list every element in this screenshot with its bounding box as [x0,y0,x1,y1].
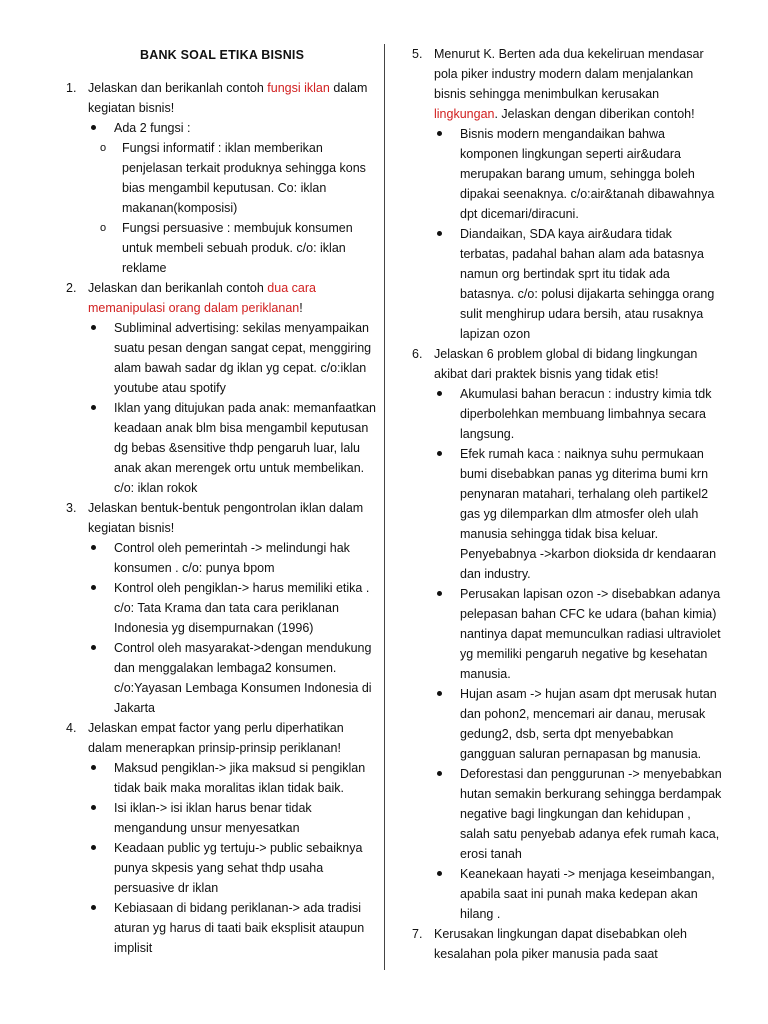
bullet-item: Keadaan public yg tertuju-> public sebaiknya punya skpesis yang sehat thdp usaha persuasive dr iklan [66,838,378,898]
bullet-item: Diandaikan, SDA kaya air&udara tidak terbatas, padahal bahan alam ada batasnya namun org bertindak sprt itu tidak ada batasnya. c/o: polusi dijakarta sehingga orang sulit menghirup udara bersih, atau rusaknya lapizan ozon [412,224,722,344]
question-text-part: Jelaskan dan berikanlah contoh [88,81,268,95]
highlight-text: fungsi iklan [267,81,330,95]
bullet-item: Kontrol oleh pengiklan-> harus memiliki etika . c/o: Tata Krama dan tata cara periklanan Indonesia yg disempurnakan (1996) [66,578,378,638]
sub-item [66,138,378,218]
bullet-item: Maksud pengiklan-> jika maksud si pengiklan tidak baik maka moralitas iklan tidak baik. [66,758,378,798]
question-4 [66,718,378,758]
bullet-item: Control oleh masyarakat->dengan mendukung dan menggalakan lembaga2 konsumen. c/o:Yayasan Lembaga Konsumen Indonesia di Jakarta [66,638,378,718]
question-7 [412,924,722,964]
bullet-item: Control oleh pemerintah -> melindungi hak konsumen . c/o: punya bpom [66,538,378,578]
question-text: Jelaskan bentuk-bentuk pengontrolan iklan dalam kegiatan bisnis! [88,501,364,535]
question-text [412,44,722,124]
question-text-part: Jelaskan dan berikanlah contoh [88,281,268,295]
bullet-item: Perusakan lapisan ozon -> disebabkan adanya pelepasan bahan CFC ke udara (bahan kimia) nantinya dapat memunculkan radiasi ultraviolet yg memiliki pengaruh negative bg kesehatan manusia. [412,584,722,684]
question-number: 5. [412,47,423,61]
sub-item-text: Fungsi persuasive : membujuk konsumen untuk membeli sebuah produk. c/o: iklan reklame [122,221,353,275]
question-text: Jelaskan 6 problem global di bidang lingkungan akibat dari praktek bisnis yang tidak etis! [434,347,698,381]
column-divider [384,44,385,970]
right-column [412,44,722,964]
bullet-item: Efek rumah kaca : naiknya suhu permukaan bumi disebabkan panas yg diterima bumi krn penynaran matahari, terhalang oleh partikel2 gas yg dilemparkan dlm atmosfer oleh ulah manusia sehingga tidak bisa keluar. Penyebabnya ->karbon dioksida dr kendaaran dan industry. [412,444,722,584]
question-number: 6. [412,347,423,361]
question-text-part: dalam kegiatan bisnis! [88,81,368,115]
question-number: 3. [66,501,77,515]
bullet-item: Isi iklan-> isi iklan harus benar tidak mengandung unsur menyesatkan [66,798,378,838]
circle-bullet-icon: o [100,222,107,234]
question-number: 7. [412,927,423,941]
question-2 [66,278,378,318]
bullet-item: Akumulasi bahan beracun : industry kimia tdk diperbolehkan membuang limbahnya secara langsung. [412,384,722,444]
page-title: BANK SOAL ETIKA BISNIS [140,48,305,62]
bullet-item: Keanekaan hayati -> menjaga keseimbangan, apabila saat ini punah maka kedepan akan hilang . [412,864,722,924]
question-1 [66,78,378,118]
bullet-item: Iklan yang ditujukan pada anak: memanfaatkan keadaan anak blm bisa mengambil keputusan dg bebas &sensitive thdp pengaruh luar, lalu anak akan merengek ortu untuk membelikan. c/o: iklan rokok [66,398,378,498]
bullet-item: Kebiasaan di bidang periklanan-> ada tradisi aturan yg harus di taati baik eksplisit ataupun implisit [66,898,378,958]
sub-item [66,218,378,278]
circle-bullet-icon: o [100,142,107,154]
question-number: 4. [66,721,77,735]
question-text-part: ! [299,301,303,315]
bullet-item: Ada 2 fungsi : [66,118,378,138]
question-text: Kerusakan lingkungan dapat disebabkan oleh kesalahan pola piker manusia pada saat [434,927,687,961]
question-number: 1. [66,81,77,95]
question-5 [412,44,722,124]
question-6 [412,344,722,384]
question-3 [66,498,378,538]
question-text-part: Menurut K. Berten ada dua kekeliruan mendasar pola piker industry modern dalam menjalankan bisnis sehingga menimbulkan kerusakan [434,47,704,101]
question-text-part: . Jelaskan dengan diberikan contoh! [494,107,695,121]
highlight-text: lingkungan [434,107,495,121]
sub-item-text: Fungsi informatif : iklan memberikan penjelasan terkait produknya sehingga kons bias mengambil keputusan. Co: iklan makanan(komposisi) [122,141,366,215]
bullet-item: Hujan asam -> hujan asam dpt merusak hutan dan pohon2, mencemari air danau, merusak gedung2, dsb, serta dpt menyebabkan gangguan saluran pernapasan bg manusia. [412,684,722,764]
bullet-item: Bisnis modern mengandaikan bahwa komponen lingkungan seperti air&udara merupakan barang umum, sehingga boleh dipakai seenaknya. c/o:air&tanah dibawahnya dpt dicemari/diracuni. [412,124,722,224]
bullet-item: Deforestasi dan penggurunan -> menyebabkan hutan semakin berkurang sehingga berdampak negative bagi lingkungan dan kehidupan , salah satu penyebab adanya efek rumah kaca, erosi tanah [412,764,722,864]
question-number: 2. [66,281,77,295]
left-column [66,78,378,958]
question-text [66,78,378,118]
bullet-item: Subliminal advertising: sekilas menyampaikan suatu pesan dengan sangat cepat, menggiring alam bawah sadar dg iklan yg cepat. c/o:iklan youtube atau spotify [66,318,378,398]
highlight-text: dua cara memanipulasi orang dalam periklanan [88,281,316,315]
question-text [66,278,378,318]
question-text: Jelaskan empat factor yang perlu diperhatikan dalam menerapkan prinsip-prinsip periklanan! [88,721,344,755]
